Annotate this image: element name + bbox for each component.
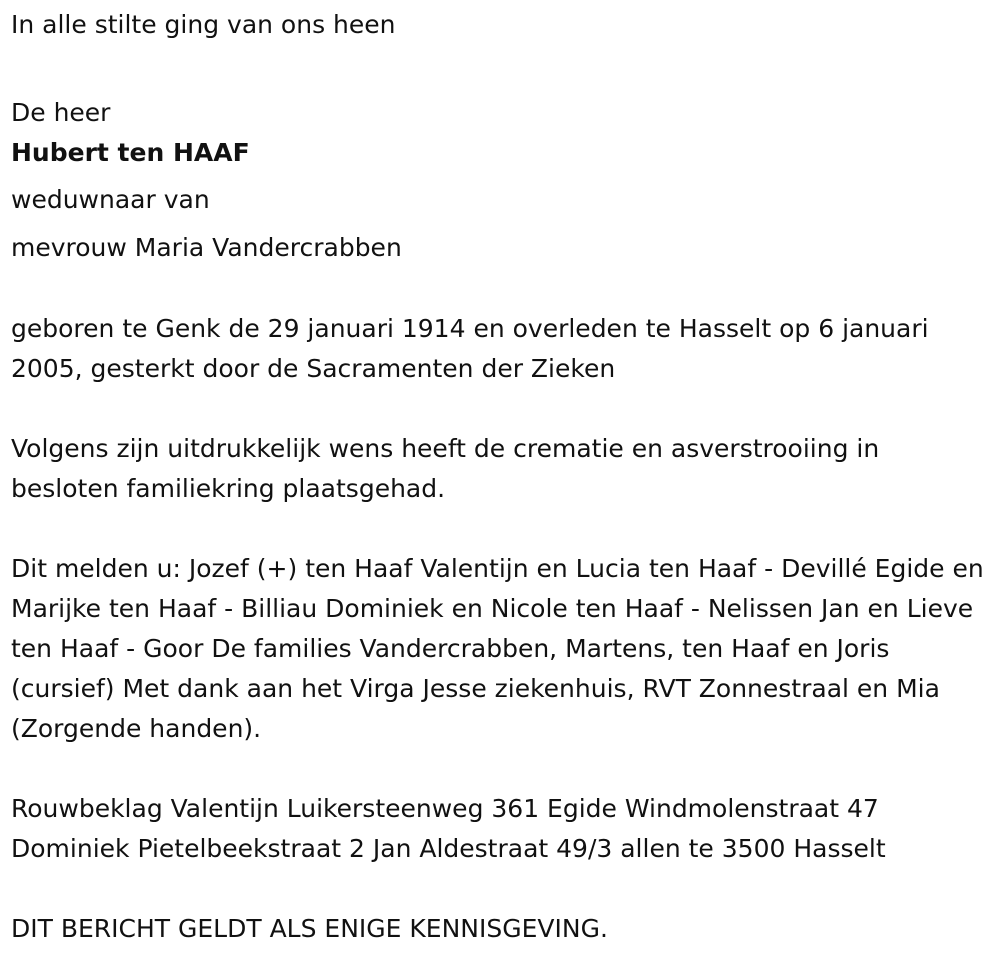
birth-death-paragraph: geboren te Genk de 29 januari 1914 en overleden te Hasselt op 6 januari 2005, gesterkt door de Sacramenten der Zieken bbox=[11, 314, 929, 383]
family-paragraph: Dit melden u: Jozef (+) ten Haaf Valentijn en Lucia ten Haaf - Devillé Egide en Marijke ten Haaf - Billiau Dominiek en Nicole ten Haaf - Nelissen Jan en Lieve ten Haaf - Goor De families Vandercrabben, Martens, ten Haaf en Joris (cursief) Met dank aan het Virga Jesse ziekenhuis, RVT Zonnestraal en Mia (Zorgende handen). bbox=[11, 554, 984, 743]
relation-text: weduwnaar van bbox=[11, 185, 210, 214]
funeral-paragraph: Volgens zijn uitdrukkelijk wens heeft de crematie en asverstrooiing in besloten familiekring plaatsgehad. bbox=[11, 434, 880, 503]
honorific: De heer bbox=[11, 98, 111, 127]
spouse-name: mevrouw Maria Vandercrabben bbox=[11, 233, 402, 262]
condolences-paragraph: Rouwbeklag Valentijn Luikersteenweg 361 Egide Windmolenstraat 47 Dominiek Pietelbeekstraat 2 Jan Aldestraat 49/3 allen te 3500 Hasselt bbox=[11, 794, 886, 863]
closing-statement: DIT BERICHT GELDT ALS ENIGE KENNISGEVING. bbox=[11, 914, 608, 943]
intro-text: In alle stilte ging van ons heen bbox=[11, 10, 396, 39]
deceased-name: Hubert ten HAAF bbox=[11, 138, 250, 167]
death-notice bbox=[11, 0, 991, 949]
